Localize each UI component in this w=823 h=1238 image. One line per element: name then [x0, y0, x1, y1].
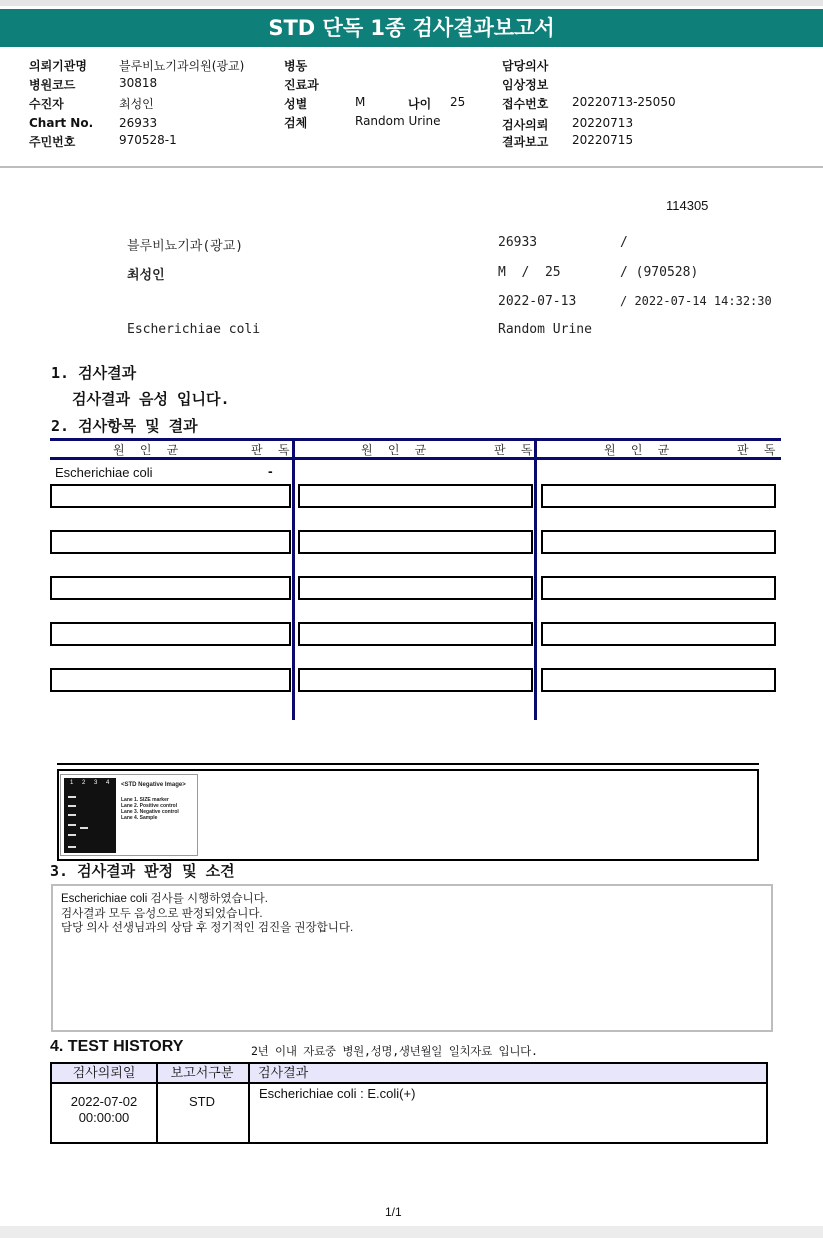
header-separator [0, 166, 823, 168]
result-entry-box [541, 484, 776, 508]
gel-caption-line: Lane 2. Positive control [121, 803, 178, 809]
lane-number: 4 [106, 780, 110, 786]
value-chart-no: 26933 [119, 116, 158, 130]
col-pathogen-1: 원 인 균 [113, 443, 183, 457]
section1-heading: 1. 검사결과 [51, 364, 137, 382]
info-collect-date: 2022-07-13 [498, 294, 577, 309]
history-col-result: 검사결과 [248, 1064, 766, 1084]
label-hospital: 의뢰기관명 [29, 59, 87, 73]
result-row1-name: Escherichiae coli [55, 465, 153, 480]
value-hospital-code: 30818 [119, 76, 158, 90]
gel-band [68, 834, 76, 836]
result-entry-box [298, 530, 533, 554]
result-row1-value: - [268, 463, 273, 479]
gel-band [68, 814, 76, 816]
gel-caption-title: <STD Negative Image> [121, 782, 186, 788]
history-divider [248, 1064, 250, 1142]
info-hospital: 블루비뇨기과(광교) [127, 239, 244, 254]
value-patient: 최성인 [119, 97, 154, 111]
value-age: 25 [450, 95, 466, 109]
gel-band [68, 805, 76, 807]
result-entry-box [50, 622, 291, 646]
result-entry-box [541, 668, 776, 692]
col-pathogen-3: 원 인 균 [604, 443, 674, 457]
info-patient: 최성인 [127, 268, 165, 283]
section2-heading: 2. 검사항목 및 결과 [51, 417, 198, 435]
lane-number: 1 [70, 780, 74, 786]
label-request-date: 검사의뢰 [502, 118, 549, 132]
info-report-datetime: / 2022-07-14 14:32:30 [620, 294, 772, 308]
gel-band [68, 824, 76, 826]
value-hospital: 블루비뇨기과의원(광교) [119, 59, 245, 73]
footer-bar [0, 1226, 823, 1238]
label-chart-no: Chart No. [29, 116, 94, 130]
page-number: 1/1 [385, 1205, 402, 1219]
result-entry-box [298, 576, 533, 600]
report-title: STD 단독 1종 검사결과보고서 [0, 9, 823, 47]
history-col-date: 검사의뢰일 [52, 1064, 156, 1084]
col-pathogen-2: 원 인 균 [361, 443, 431, 457]
history-row-result: Escherichiae coli : E.coli(+) [259, 1086, 416, 1101]
result-entry-box [298, 668, 533, 692]
info-specimen: Random Urine [498, 322, 592, 337]
gel-electrophoresis-picture [64, 778, 116, 853]
result-entry-box [298, 622, 533, 646]
gel-caption-line: Lane 3. Negative control [121, 809, 179, 815]
gel-caption-line: Lane 1. SIZE marker [121, 797, 169, 803]
opinion-line: Escherichiae coli 검사를 시행하였습니다. [61, 893, 268, 905]
image-top-rule [57, 763, 759, 765]
result-entry-box [541, 530, 776, 554]
result-entry-box [50, 530, 291, 554]
gel-band [80, 827, 88, 829]
col-result-1: 판 독 [251, 443, 294, 457]
value-report-date: 20220715 [572, 133, 634, 147]
gel-image [60, 774, 198, 856]
history-note: 2년 이내 자료중 병원,성명,생년월일 일치자료 입니다. [251, 1044, 538, 1058]
opinion-line: 검사결과 모두 음성으로 판정되었습니다. [61, 907, 263, 920]
label-department: 진료과 [284, 78, 319, 92]
result-entry-box [541, 576, 776, 600]
table-col-divider-2 [534, 438, 537, 720]
result-entry-box [541, 622, 776, 646]
lane-number: 2 [82, 780, 86, 786]
result-entry-box [50, 576, 291, 600]
label-hospital-code: 병원코드 [29, 78, 76, 92]
value-specimen: Random Urine [355, 114, 441, 128]
result-entry-box [298, 484, 533, 508]
gel-band [68, 846, 76, 848]
label-report-date: 결과보고 [502, 135, 549, 149]
history-col-type: 보고서구분 [156, 1064, 248, 1084]
report-code: 114305 [666, 198, 709, 213]
label-clinical-info: 임상정보 [502, 78, 549, 92]
info-test-name: Escherichiae coli [127, 322, 261, 337]
history-row-date [52, 1094, 156, 1126]
top-border [0, 0, 823, 6]
label-doctor: 담당의사 [502, 59, 549, 73]
info-slash: / [620, 235, 628, 250]
result-entry-box [50, 484, 291, 508]
history-date-line: 2022-07-02 [70, 1094, 138, 1109]
label-receipt-no: 접수번호 [502, 97, 549, 111]
opinion-box [51, 884, 773, 1032]
col-result-3: 판 독 [737, 443, 780, 457]
info-sex-age: M / 25 [498, 265, 561, 280]
label-ward: 병동 [284, 59, 308, 73]
table-col-divider-1 [292, 438, 295, 720]
result-entry-box [50, 668, 291, 692]
info-chart: 26933 [498, 235, 538, 250]
value-request-date: 20220713 [572, 116, 634, 130]
info-birth: / (970528) [620, 265, 699, 280]
history-row-type: STD [189, 1094, 215, 1109]
label-age: 나이 [408, 97, 432, 111]
section4-heading: 4. TEST HISTORY [50, 1038, 184, 1055]
opinion-line: 담당 의사 선생님과의 상담 후 정기적인 검진을 권장합니다. [61, 922, 354, 934]
label-sex: 성별 [284, 97, 308, 111]
value-resident-no: 970528-1 [119, 133, 177, 147]
col-result-2: 판 독 [494, 443, 537, 457]
gel-band [68, 796, 76, 798]
label-resident-no: 주민번호 [29, 135, 76, 149]
label-specimen: 검체 [284, 116, 308, 130]
lane-number: 3 [94, 780, 98, 786]
history-table [50, 1062, 768, 1144]
history-time-line: 00:00:00 [78, 1110, 130, 1125]
value-sex: M [355, 95, 366, 109]
section3-heading: 3. 검사결과 판정 및 소견 [50, 862, 235, 880]
label-patient: 수진자 [29, 97, 64, 111]
value-receipt-no: 20220713-25050 [572, 95, 676, 109]
section1-summary: 검사결과 음성 입니다. [72, 390, 230, 408]
gel-caption-line: Lane 4. Sample [121, 815, 158, 821]
